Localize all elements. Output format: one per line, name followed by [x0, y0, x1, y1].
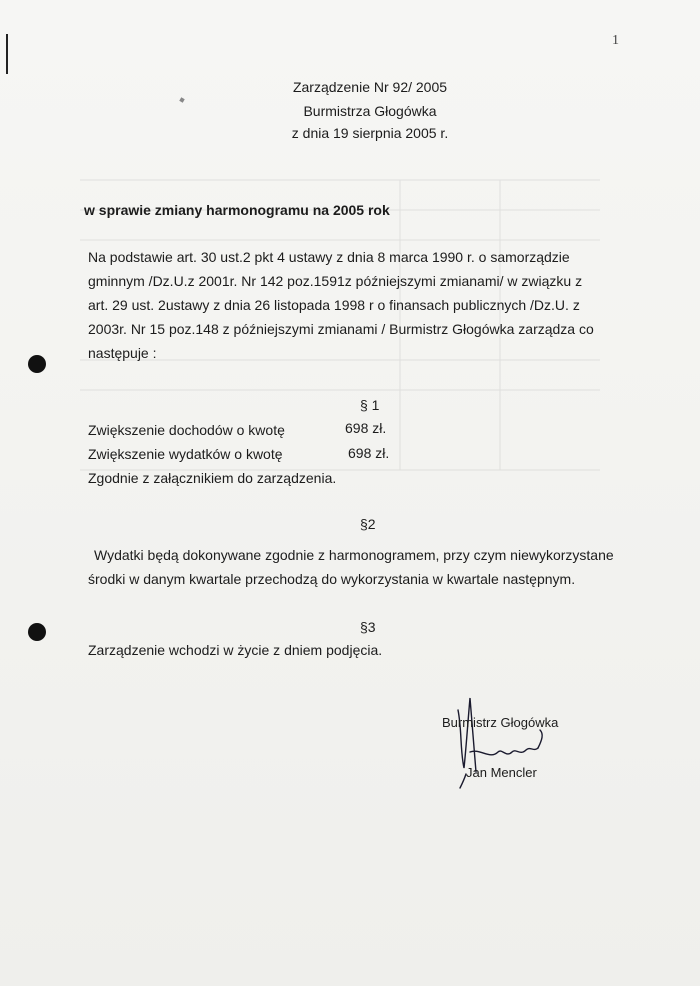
ordinance-issuer: Burmistrza Głogówka — [303, 103, 437, 119]
pen-mark — [179, 97, 184, 102]
signatory-name: Jan Mencler — [466, 765, 537, 780]
section-2-text: Wydatki będą dokonywane zgodnie z harmonogramem, przy czym niewykorzystane środki w danym kwartale przechodzą do wykorzystania w kwartale następnym. — [88, 547, 614, 587]
punch-hole — [28, 623, 46, 641]
expense-increase-value: 698 zł. — [348, 445, 390, 461]
ordinance-date: z dnia 19 sierpnia 2005 r. — [291, 125, 449, 141]
preamble-paragraph: Na podstawie art. 30 ust.2 pkt 4 ustawy z dnia 8 marca 1990 r. o samorządzie gminnym /Dz.U.z 2001r. Nr 142 poz.1591z późniejszymi zmianami/ w związku z art. 29 ust. 2ustawy z dnia 26 listopada 1998 r o finansach publicznych /Dz.U. z 2003r. Nr 15 poz.148 z późniejszymi zmianami / Burmistrz Głogówka zarządza co następuje : — [88, 249, 594, 361]
section-3-mark: §3 — [360, 619, 376, 635]
page-number: 1 — [612, 33, 619, 48]
attachment-note: Zgodnie z załącznikiem do zarządzenia. — [88, 470, 337, 486]
expense-increase-label: Zwiększenie wydatków o kwotę — [88, 446, 283, 462]
signatory-title: Burmistrz Głogówka — [442, 715, 559, 730]
section-3-text: Zarządzenie wchodzi w życie z dniem podjęcia. — [88, 642, 383, 658]
ordinance-subject: w sprawie zmiany harmonogramu na 2005 rok — [84, 202, 390, 218]
section-1-mark: § 1 — [360, 397, 380, 413]
ordinance-title: Zarządzenie Nr 92/ 2005 — [292, 79, 448, 95]
punch-hole — [28, 355, 46, 373]
income-increase-value: 698 zł. — [345, 420, 387, 436]
section-2-mark: §2 — [360, 516, 376, 532]
income-increase-label: Zwiększenie dochodów o kwotę — [88, 422, 285, 438]
scan-edge-mark — [6, 34, 8, 74]
